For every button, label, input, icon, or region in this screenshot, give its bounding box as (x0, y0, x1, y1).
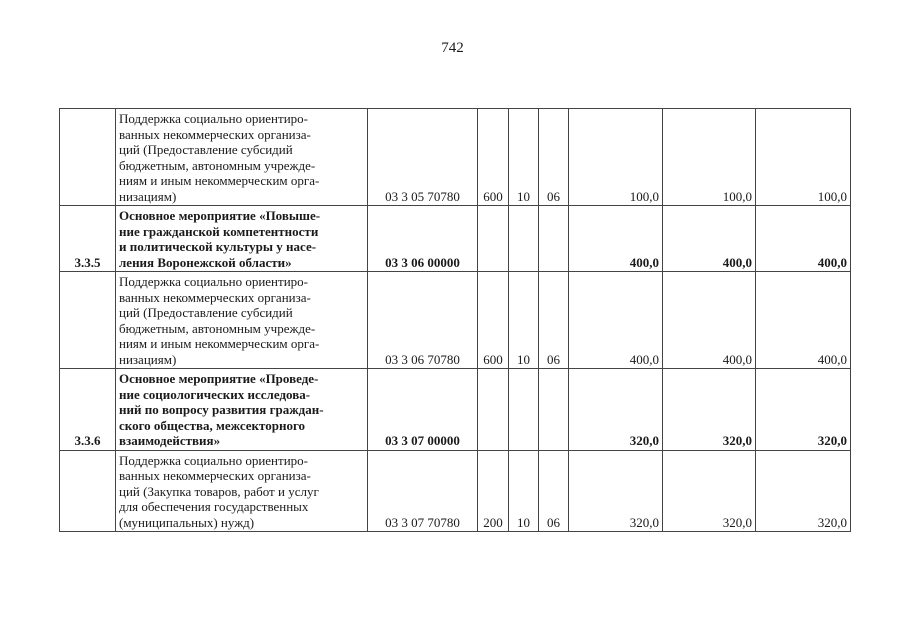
amount-year-3: 400,0 (756, 272, 851, 369)
target-code: 03 3 05 70780 (368, 109, 478, 206)
table-body (60, 109, 851, 532)
support-row (60, 272, 851, 369)
amount-year-3: 400,0 (756, 206, 851, 272)
subsection (539, 206, 569, 272)
row-name: Поддержка социально ориентиро- ванных некоммерческих организа- ций (Предоставление субсидий бюджетным, автономным учрежде- ниям и иным некоммерческим орга- низациям) (116, 272, 368, 369)
target-code: 03 3 06 00000 (368, 206, 478, 272)
target-code: 03 3 07 00000 (368, 369, 478, 451)
page-number: 742 (441, 40, 464, 56)
row-number (60, 450, 116, 532)
amount-year-3: 320,0 (756, 450, 851, 532)
row-number (60, 109, 116, 206)
subsection (539, 369, 569, 451)
amount-year-2: 400,0 (663, 272, 756, 369)
row-number: 3.3.6 (60, 369, 116, 451)
amount-year-1: 320,0 (569, 450, 663, 532)
section (509, 369, 539, 451)
row-name: Основное мероприятие «Повыше- ние гражданской компетентности и политической культуры у насе- ления Воронежской области» (116, 206, 368, 272)
section: 10 (509, 109, 539, 206)
section (509, 206, 539, 272)
expense-type (478, 206, 509, 272)
amount-year-1: 100,0 (569, 109, 663, 206)
section: 10 (509, 272, 539, 369)
row-number: 3.3.5 (60, 206, 116, 272)
expense-type: 200 (478, 450, 509, 532)
row-number (60, 272, 116, 369)
subsection: 06 (539, 109, 569, 206)
amount-year-1: 400,0 (569, 272, 663, 369)
amount-year-2: 400,0 (663, 206, 756, 272)
target-code: 03 3 07 70780 (368, 450, 478, 532)
amount-year-3: 100,0 (756, 109, 851, 206)
main-activity-row (60, 206, 851, 272)
subsection: 06 (539, 450, 569, 532)
expense-type (478, 369, 509, 451)
row-name: Поддержка социально ориентиро- ванных некоммерческих организа- ций (Закупка товаров, работ и услуг для обеспечения государственных (муниципальных) нужд) (116, 450, 368, 532)
main-activity-row (60, 369, 851, 451)
row-name: Основное мероприятие «Проведе- ние социологических исследова- ний по вопросу развития граждан- ского общества, межсекторного взаимодействия» (116, 369, 368, 451)
amount-year-1: 320,0 (569, 369, 663, 451)
expense-type: 600 (478, 109, 509, 206)
amount-year-1: 400,0 (569, 206, 663, 272)
target-code: 03 3 06 70780 (368, 272, 478, 369)
subsection: 06 (539, 272, 569, 369)
expense-type: 600 (478, 272, 509, 369)
section: 10 (509, 450, 539, 532)
amount-year-2: 320,0 (663, 369, 756, 451)
amount-year-2: 320,0 (663, 450, 756, 532)
support-row (60, 450, 851, 532)
amount-year-2: 100,0 (663, 109, 756, 206)
support-row (60, 109, 851, 206)
row-name: Поддержка социально ориентиро- ванных некоммерческих организа- ций (Предоставление субсидий бюджетным, автономным учрежде- ниям и иным некоммерческим орга- низациям) (116, 109, 368, 206)
amount-year-3: 320,0 (756, 369, 851, 451)
budget-table (59, 108, 851, 532)
